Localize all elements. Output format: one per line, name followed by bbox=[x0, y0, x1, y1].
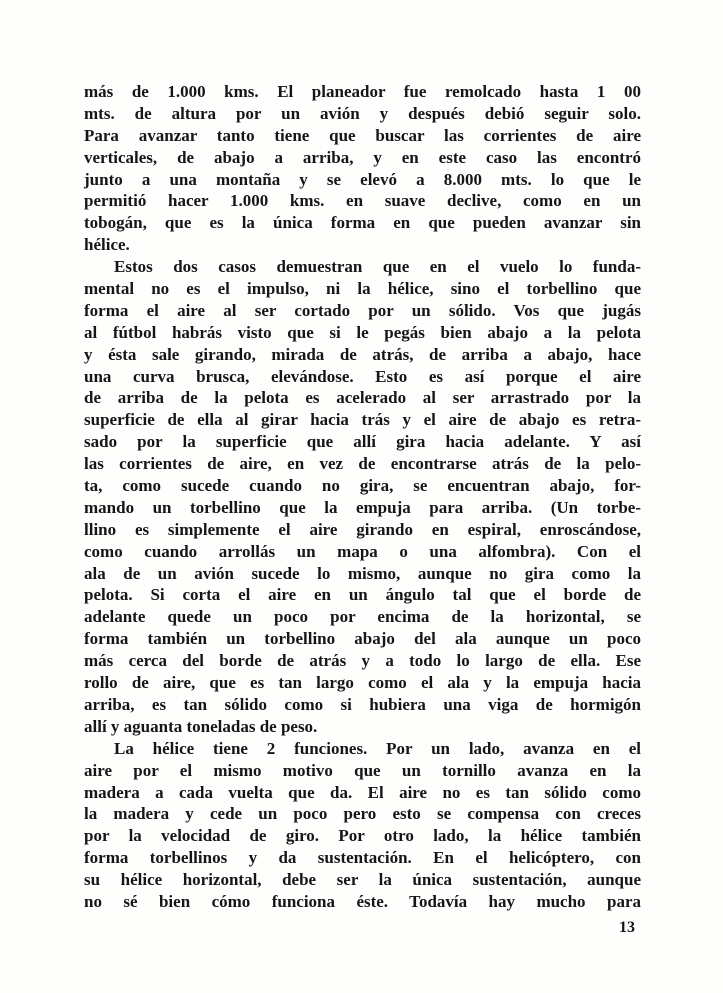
text-block bbox=[84, 81, 641, 913]
text-line: ta, como sucede cuando no gira, se encuentran abajo, for- bbox=[84, 476, 641, 496]
text-line: allí y aguanta toneladas de peso. bbox=[84, 716, 318, 736]
text-line: Estos dos casos demuestran que en el vuelo lo funda- bbox=[114, 257, 641, 277]
text-line: forma también un torbellino abajo del ala aunque un poco bbox=[84, 629, 641, 649]
text-line: por la velocidad de giro. Por otro lado, la hélice también bbox=[84, 826, 641, 846]
text-line: forma torbellinos y da sustentación. En el helicóptero, con bbox=[84, 848, 641, 868]
text-line: adelante quede un poco por encima de la horizontal, se bbox=[84, 607, 641, 627]
text-line: las corrientes de aire, en vez de encontrarse atrás de la pelo- bbox=[84, 454, 641, 474]
page-number: 13 bbox=[619, 919, 635, 936]
text-line: forma el aire al ser cortado por un sólido. Vos que jugás bbox=[84, 300, 641, 320]
text-line: llino es simplemente el aire girando en espiral, enroscándose, bbox=[84, 519, 641, 539]
text-line: más de 1.000 kms. El planeador fue remolcado hasta 1 00 bbox=[84, 82, 641, 101]
text-line: permitió hacer 1.000 kms. en suave declive, como en un bbox=[84, 191, 641, 211]
text-line: junto a una montaña y se elevó a 8.000 mts. lo que le bbox=[84, 169, 641, 189]
text-line: La hélice tiene 2 funciones. Por un lado, avanza en el bbox=[114, 738, 641, 758]
text-line: su hélice horizontal, debe ser la única sustentación, aunque bbox=[84, 870, 641, 890]
text-line: ala de un avión sucede lo mismo, aunque no gira como la bbox=[84, 563, 641, 583]
text-line: hélice. bbox=[84, 235, 130, 255]
text-line: verticales, de abajo a arriba, y en este caso las encontró bbox=[84, 147, 641, 167]
text-line: y ésta sale girando, mirada de atrás, de arriba a abajo, hace bbox=[84, 344, 641, 364]
text-line: aire por el mismo motivo que un tornillo avanza en la bbox=[84, 760, 641, 780]
text-line: madera a cada vuelta que da. El aire no es tan sólido como bbox=[84, 782, 641, 802]
text-line: pelota. Si corta el aire en un ángulo tal que el borde de bbox=[84, 585, 641, 605]
text-line: una curva brusca, elevándose. Esto es así porque el aire bbox=[84, 366, 641, 386]
text-line: la madera y cede un poco pero esto se compensa con creces bbox=[84, 804, 641, 824]
text-line: tobogán, que es la única forma en que pueden avanzar sin bbox=[84, 213, 641, 233]
text-line: como cuando arrollás un mapa o una alfombra). Con el bbox=[84, 541, 641, 561]
text-line: arriba, es tan sólido como si hubiera una viga de hormigón bbox=[84, 694, 641, 714]
text-line: de arriba de la pelota es acelerado al ser arrastrado por la bbox=[84, 388, 641, 408]
text-line: no sé bien cómo funciona éste. Todavía hay mucho para bbox=[84, 891, 641, 911]
text-line: sado por la superficie que allí gira hacia adelante. Y así bbox=[84, 432, 641, 452]
text-line: mental no es el impulso, ni la hélice, sino el torbellino que bbox=[84, 279, 641, 299]
text-line: más cerca del borde de atrás y a todo lo largo de ella. Ese bbox=[84, 651, 641, 671]
text-line: rollo de aire, que es tan largo como el ala y la empuja hacia bbox=[84, 673, 641, 693]
text-line: Para avanzar tanto tiene que buscar las corrientes de aire bbox=[84, 125, 641, 145]
text-line: mts. de altura por un avión y después debió seguir solo. bbox=[84, 103, 641, 123]
text-line: al fútbol habrás visto que si le pegás bien abajo a la pelota bbox=[84, 322, 641, 342]
text-line: superficie de ella al girar hacia trás y el aire de abajo es retra- bbox=[84, 410, 641, 430]
text-line: mando un torbellino que la empuja para arriba. (Un torbe- bbox=[84, 497, 641, 517]
